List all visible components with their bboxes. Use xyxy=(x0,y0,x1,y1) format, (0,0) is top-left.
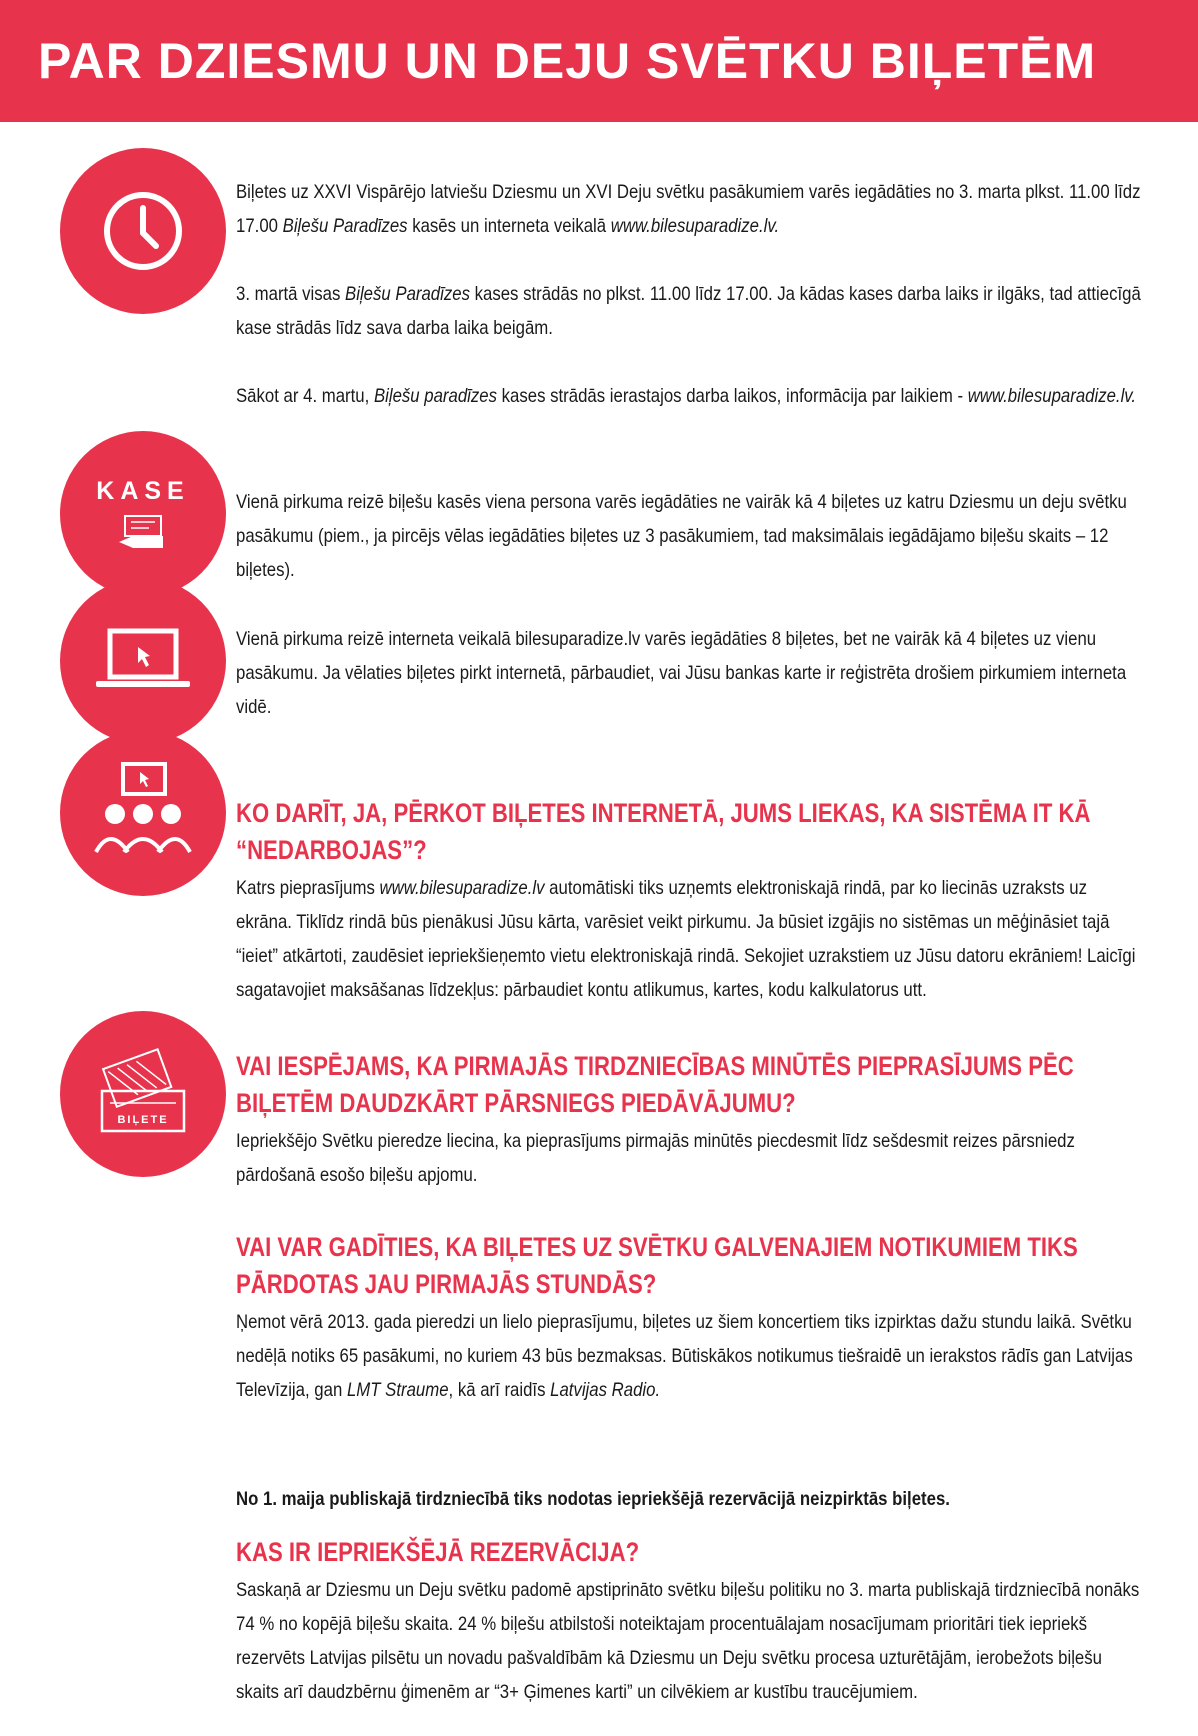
paragraph: Saskaņā ar Dziesmu un Deju svētku padomē apstiprināto svētku biļešu politiku no 3. marta publiskajā tirdzniecībā nonāks 74 % no kopējā biļešu skaita. 24 % biļešu atbilstoši noteiktajam procentuālajam nosacījumam prioritāri tiek iepriekš rezervēts Latvijas pilsētu un novadu pašvaldībām kā Dziesmu un Deju svētku procesa uzturētājām, ierobežots biļešu skaits arī daudzbērnu ģimenēm ar “3+ Ģimenes karti” un cilvēkiem ar kustību traucējumiem. xyxy=(236,1579,1140,1703)
section-heading: KO DARĪT, JA, PĒRKOT BIĻETES INTERNETĀ, JUMS LIEKAS, KA SISTĒMA IT KĀ “NEDARBOJAS”? xyxy=(236,798,1091,865)
laptop-icon xyxy=(88,621,198,701)
section-demand xyxy=(236,1048,1148,1192)
kase-label: KASE xyxy=(96,476,190,505)
paragraph: 3. martā visas Biļešu Paradīzes kases strādās no plkst. 11.00 līdz 17.00. Ja kādas kases darba laiks ir ilgāks, tad attiecīgā kase strādās līdz sava darba laika beigām. xyxy=(236,283,1141,339)
clock-icon xyxy=(100,188,186,274)
website-link[interactable]: www.bilesuparadize.lv xyxy=(379,877,545,899)
audience-circle xyxy=(60,730,226,896)
website-link[interactable]: www.bilesuparadize.lv. xyxy=(610,215,780,237)
paragraph: Katrs pieprasījums www.bilesuparadize.lv automātiski tiks uzņemts elektroniskajā rindā, par ko liecinās uzraksts uz ekrāna. Tiklīdz rindā būs pienākusi Jūsu kārta, varēsiet veikt pirkumu. Ja būsiet izgājis no sistēmas un mēģināsiet tajā “ieiet” atkārtoti, zaudēsiet iepriekšieņemto vietu elektroniskajā rindā. Sekojiet uzrakstiem uz Jūsu datoru ekrāniem! Laicīgi sagatavojiet maksāšanas līdzekļus: pārbaudiet kontu atlikumus, kartes, kodu kalkulatorus utt. xyxy=(236,877,1136,1001)
section-reservation xyxy=(236,1482,1148,1709)
section-box-office-limit xyxy=(236,485,1148,587)
section-sold-out xyxy=(236,1229,1148,1407)
section-heading: VAI VAR GADĪTIES, KA BIĻETES UZ SVĒTKU GALVENAJIEM NOTIKUMIEM TIKS PĀRDOTAS JAU PIRMAJĀS STUNDĀS? xyxy=(236,1232,1078,1299)
section-online-limit xyxy=(236,622,1148,724)
website-link[interactable]: www.bilesuparadize.lv. xyxy=(967,385,1137,407)
section-system-queue xyxy=(236,795,1148,1007)
bold-notice: No 1. maija publiskajā tirdzniecībā tiks nodotas iepriekšējā rezervācijā neizpirktās biļetes. xyxy=(236,1488,950,1510)
ticket-hand-icon xyxy=(113,512,173,552)
paragraph: Vienā pirkuma reizē interneta veikalā bilesuparadize.lv varēs iegādāties 8 biļetes, bet ne vairāk kā 4 biļetes uz vienu pasākumu. Ja vēlaties biļetes pirkt internetā, pārbaudiet, vai Jūsu bankas karte ir reģistrēta drošiem pirkumiem interneta vidē. xyxy=(236,628,1127,718)
section-heading: VAI IESPĒJAMS, KA PIRMAJĀS TIRDZNIECĪBAS MINŪTĒS PIEPRASĪJUMS PĒC BIĻETĒM DAUDZKĀRT PĀRSNIEGS PIEDĀVĀJUMU? xyxy=(236,1051,1074,1118)
paragraph: Vienā pirkuma reizē biļešu kasēs viena persona varēs iegādāties ne vairāk kā 4 biļetes uz katru Dziesmu un deju svētku pasākumu (piem., ja pircējs vēlas iegādāties biļetes uz 3 pasākumiem, tad maksimālais iegādājamo biļešu skaits – 12 biļetes). xyxy=(236,491,1127,581)
paragraph: Iepriekšējo Svētku pieredze liecina, ka pieprasījums pirmajās minūtēs piecdesmit līdz sešdesmit reizes pārsniedz pārdošanā esošo biļešu apjomu. xyxy=(236,1130,1075,1186)
ticket-circle xyxy=(60,1011,226,1177)
kase-circle xyxy=(60,431,226,597)
paragraph: Sākot ar 4. martu, Biļešu paradīzes kases strādās ierastajos darba laikos, informācija par laikiem - www.bilesuparadize.lv. xyxy=(236,385,1137,407)
ticket-label: BIĻETE xyxy=(117,1114,169,1126)
ticket-icon xyxy=(88,1039,198,1149)
section-opening-times xyxy=(236,175,1148,413)
section-heading: KAS IR IEPRIEKŠĒJĀ REZERVĀCIJA? xyxy=(236,1537,640,1567)
laptop-circle xyxy=(60,578,226,744)
paragraph: Biļetes uz XXVI Vispārējo latviešu Dziesmu un XVI Deju svētku pasākumiem varēs iegādāties no 3. marta plkst. 11.00 līdz 17.00 Biļešu Paradīzes kasēs un interneta veikalā www.bilesuparadize.lv. xyxy=(236,181,1141,237)
page-title: PAR DZIESMU UN DEJU SVĒTKU BIĻETĒM xyxy=(38,33,1097,89)
audience-icon xyxy=(88,758,198,868)
clock-circle xyxy=(60,148,226,314)
paragraph: Ņemot vērā 2013. gada pieredzi un lielo pieprasījumu, biļetes uz šiem koncertiem tiks izpirktas dažu stundu laikā. Svētku nedēļā notiks 65 pasākumi, no kuriem 43 būs bezmaksas. Būtiskākos notikumus tiešraidē un ierakstos rādīs gan Latvijas Televīzija, gan LMT Straume, kā arī raidīs Latvijas Radio. xyxy=(236,1311,1133,1401)
header-bar xyxy=(0,0,1198,122)
